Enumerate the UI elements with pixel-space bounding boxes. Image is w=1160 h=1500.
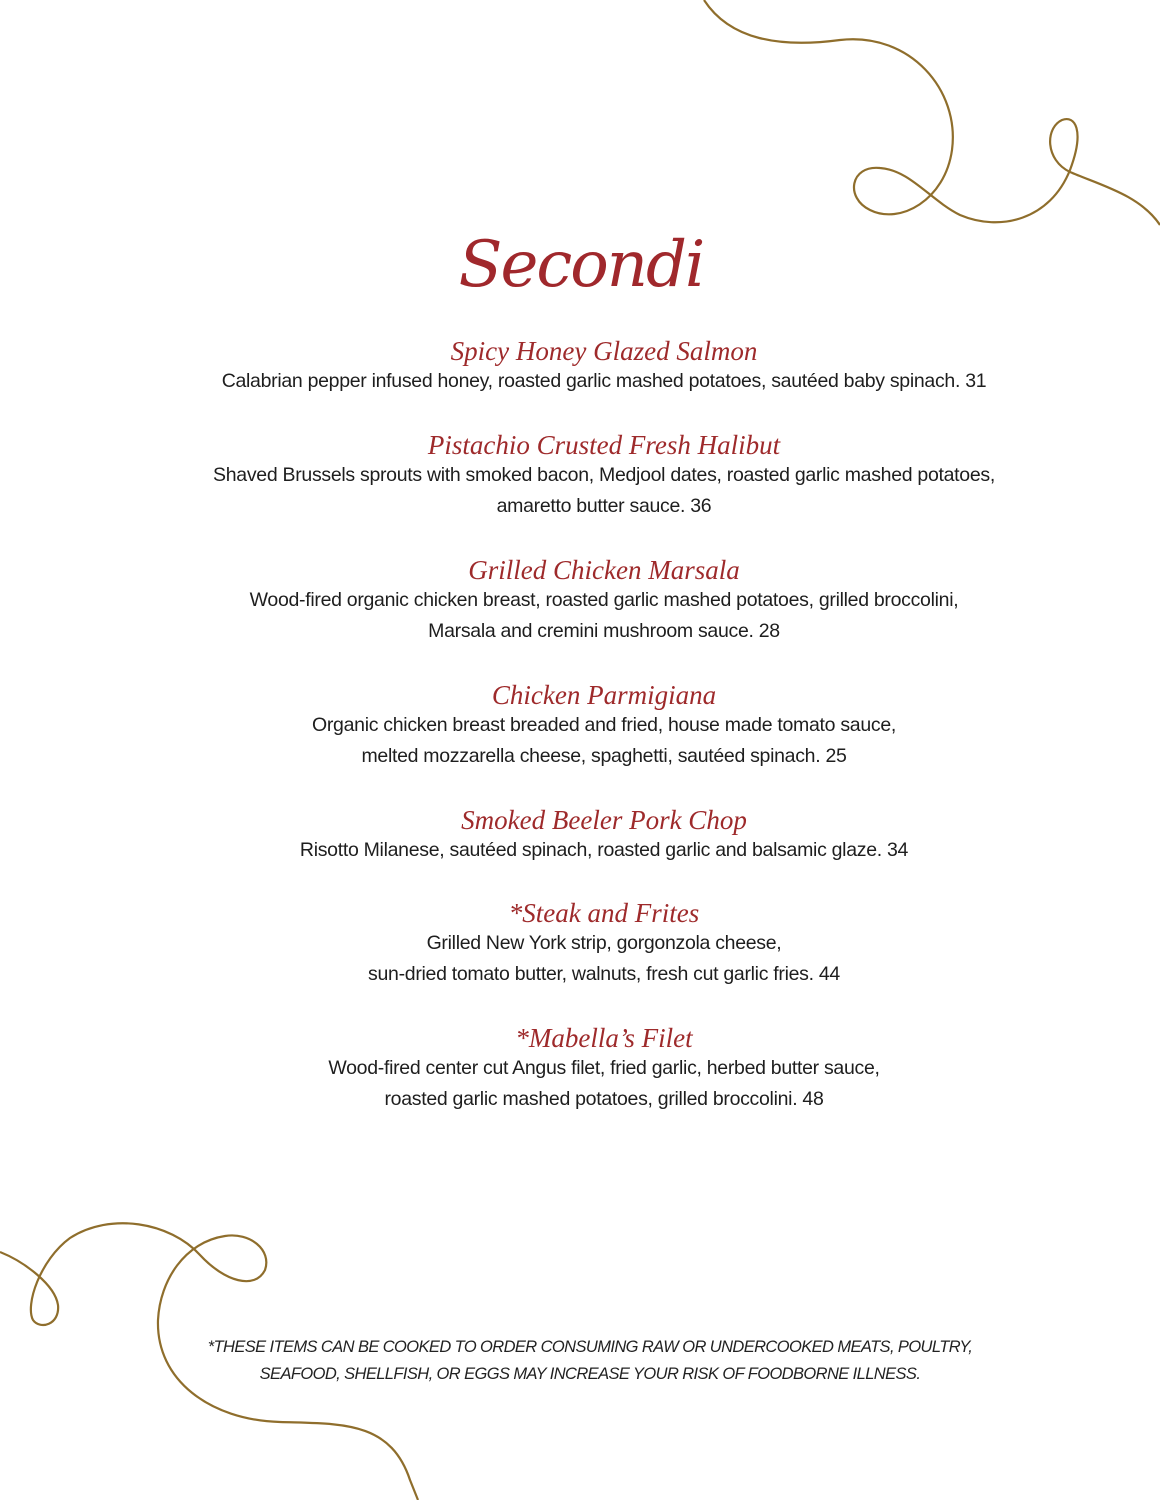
- menu-item: [104, 1023, 1104, 1115]
- menu-item-description: melted mozzarella cheese, spaghetti, sautéed spinach. 25: [361, 745, 847, 767]
- disclaimer-line: *THESE ITEMS CAN BE COOKED TO ORDER CONSUMING RAW OR UNDERCOOKED MEATS, POULTRY,: [207, 1338, 973, 1356]
- menu-item-description: Grilled New York strip, gorgonzola cheese,: [426, 932, 782, 954]
- menu-item-description: Marsala and cremini mushroom sauce. 28: [428, 620, 780, 642]
- menu-item: [104, 805, 1104, 866]
- menu-item-description: sun-dried tomato butter, walnuts, fresh cut garlic fries. 44: [368, 963, 840, 985]
- menu-item-name: Chicken Parmigiana: [491, 680, 717, 710]
- menu-item: [104, 680, 1104, 772]
- top-right-swirl: [704, 0, 1160, 225]
- menu-item-name: Smoked Beeler Pork Chop: [461, 805, 747, 835]
- disclaimer-line: SEAFOOD, SHELLFISH, OR EGGS MAY INCREASE YOUR RISK OF FOODBORNE ILLNESS.: [259, 1365, 921, 1383]
- menu-item-description: Shaved Brussels sprouts with smoked bacon, Medjool dates, roasted garlic mashed potatoes,: [213, 464, 995, 486]
- food-safety-disclaimer: [180, 1334, 1000, 1388]
- menu-item-name: Spicy Honey Glazed Salmon: [450, 336, 758, 366]
- menu-item-name: *Mabella’s Filet: [515, 1023, 693, 1053]
- menu-item-description: roasted garlic mashed potatoes, grilled broccolini. 48: [384, 1088, 824, 1110]
- menu-item-name: *Steak and Frites: [508, 898, 700, 928]
- menu-item: [104, 555, 1104, 647]
- menu-item-description: amaretto butter sauce. 36: [496, 495, 712, 517]
- menu-item-name: Grilled Chicken Marsala: [468, 555, 740, 585]
- section-title: Secondi: [458, 228, 704, 302]
- menu-item: [104, 336, 1104, 397]
- menu-item-name: Pistachio Crusted Fresh Halibut: [427, 430, 781, 460]
- menu-item-description: Calabrian pepper infused honey, roasted garlic mashed potatoes, sautéed baby spinach. 31: [221, 370, 987, 392]
- menu-item: [104, 430, 1104, 522]
- menu-item-description: Risotto Milanese, sautéed spinach, roasted garlic and balsamic glaze. 34: [299, 839, 909, 861]
- menu-item-description: Organic chicken breast breaded and fried, house made tomato sauce,: [312, 714, 896, 736]
- menu-item: [104, 898, 1104, 990]
- menu-item-description: Wood-fired organic chicken breast, roasted garlic mashed potatoes, grilled broccolini,: [249, 589, 959, 611]
- menu-item-description: Wood-fired center cut Angus filet, fried garlic, herbed butter sauce,: [328, 1057, 880, 1079]
